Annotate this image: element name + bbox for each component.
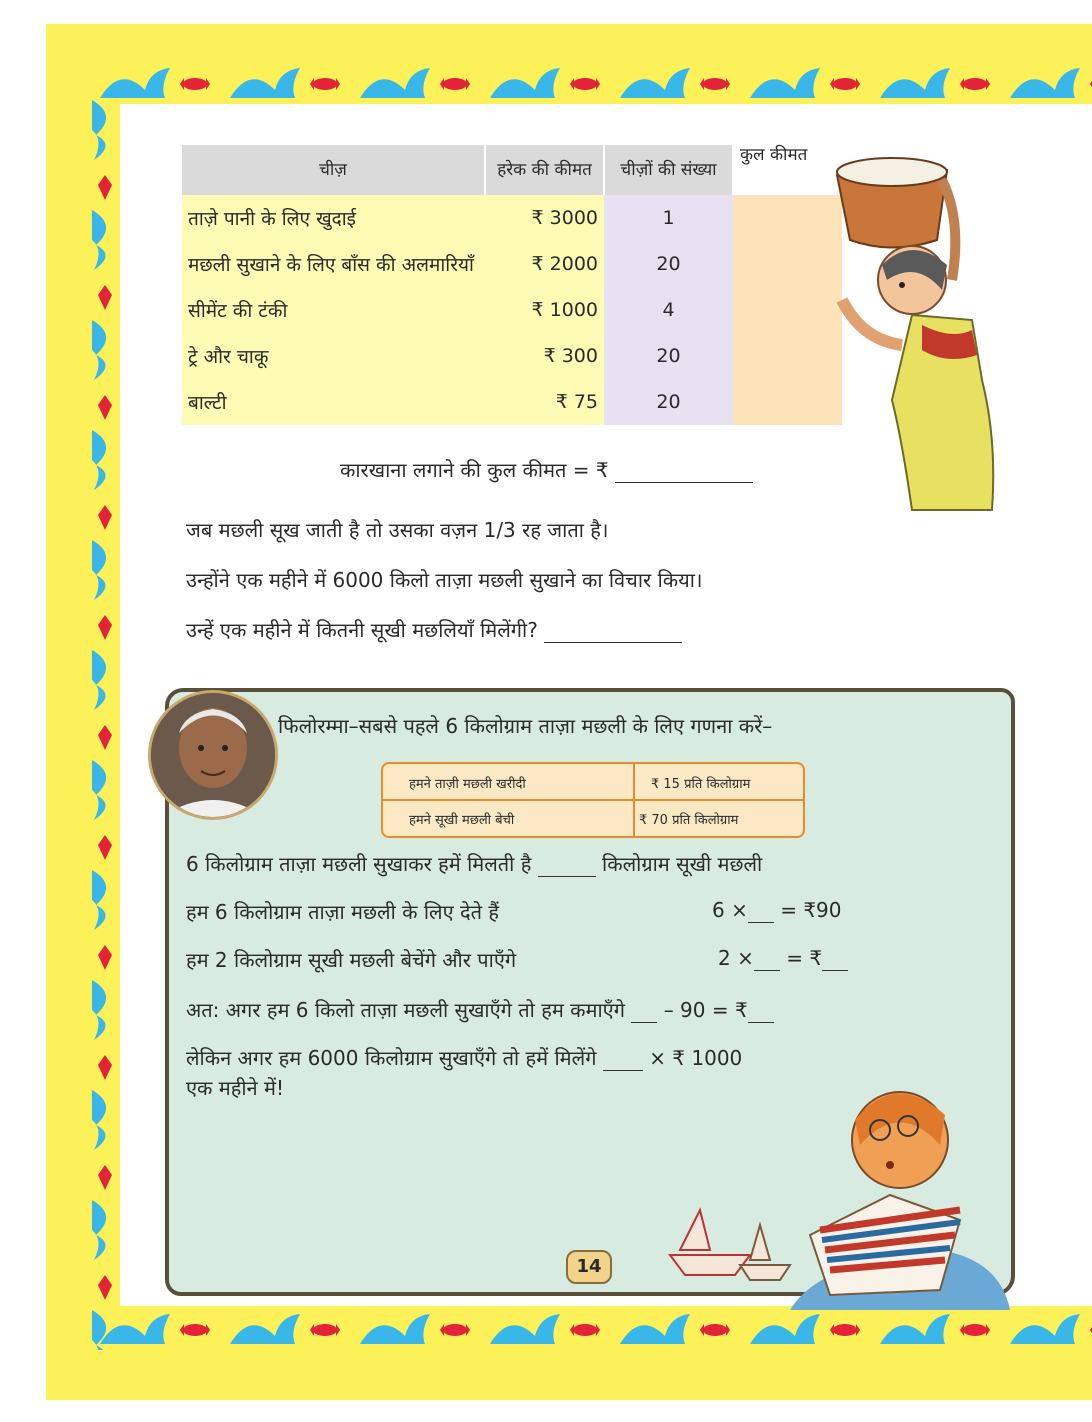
decorative-border-left [90, 60, 120, 1350]
box-line-4 [186, 996, 774, 1023]
count-cell: 20 [604, 241, 733, 287]
question-text: उन्हें एक महीने में कितनी सूखी मछलियाँ मिलेंगी? [186, 618, 538, 642]
price-cell: ₹ 1000 [485, 287, 604, 333]
price-cell: ₹ 75 [485, 379, 604, 425]
paragraph-line-3 [186, 616, 682, 643]
sell-rate-blank[interactable] [754, 946, 780, 971]
sold-label: हमने सूखी मछली बेची [409, 813, 515, 828]
count-cell: 20 [604, 333, 733, 379]
box-line-2: हम 6 किलोग्राम ताज़ा मछली के लिए देते हैं [186, 900, 499, 924]
table-row [383, 800, 803, 835]
table-row [182, 333, 842, 379]
equation-3-right: = ₹ [786, 946, 823, 970]
item-cell: सीमेंट की टंकी [182, 287, 485, 333]
item-cell: ट्रे और चाकू [182, 333, 485, 379]
woman-with-basket-illustration [822, 140, 1022, 520]
total-cost-blank[interactable] [615, 458, 753, 483]
box-line-5-text: लेकिन अगर हम 6000 किलोग्राम सुखाएँगे तो हमें मिलेंगे [186, 1046, 597, 1070]
child-with-paper-boats-illustration [640, 1060, 1020, 1310]
price-cell: ₹ 300 [485, 333, 604, 379]
equation-3-left: 2 × [718, 946, 754, 970]
table-row [383, 764, 803, 801]
paragraph-line-2: उन्होंने एक महीने में 6000 किलो ताज़ा मछली सुखाने का विचार किया। [186, 568, 703, 592]
equation-2-left: 6 × [712, 898, 748, 922]
buy-rate-blank[interactable] [748, 898, 774, 923]
item-cell: ताज़े पानी के लिए खुदाई [182, 195, 485, 241]
box-line-1-suffix: किलोग्राम सूखी मछली [602, 852, 763, 876]
box-line-4-text: अत: अगर हम 6 किलो ताज़ा मछली सुखाएँगे तो हम कमाएँगे [186, 998, 625, 1022]
bought-label: हमने ताज़ी मछली खरीदी [409, 777, 526, 792]
table-row [182, 287, 842, 333]
total-cost-label: कारखाना लगाने की कुल कीमत = ₹ [340, 458, 609, 482]
sell-amount-blank[interactable] [822, 946, 848, 971]
box-line-1 [186, 850, 762, 877]
decorative-border-bottom [90, 1306, 1092, 1350]
equation-3 [718, 946, 848, 971]
table-row [182, 379, 842, 425]
header-price: हरेक की कीमत [485, 145, 604, 195]
table-divider [633, 764, 635, 836]
page-number: 14 [566, 1250, 612, 1284]
fish-price-table [381, 762, 805, 838]
table-row [182, 241, 842, 287]
total-cost-line [340, 456, 753, 483]
header-count: चीज़ों की संख्या [604, 145, 733, 195]
box-line-4-eq: – 90 = ₹ [663, 998, 748, 1022]
price-cell: ₹ 2000 [485, 241, 604, 287]
price-cell: ₹ 3000 [485, 195, 604, 241]
earning-blank-1[interactable] [631, 998, 657, 1023]
equation-2 [712, 898, 842, 923]
sold-value: ₹ 70 प्रति किलोग्राम [639, 813, 739, 828]
bought-value: ₹ 15 प्रति किलोग्राम [651, 777, 751, 792]
item-cell: बाल्टी [182, 379, 485, 425]
table-row [182, 195, 842, 241]
box-heading: फिलोरम्मा–सबसे पहले 6 किलोग्राम ताज़ा मछली के लिए गणना करें– [278, 714, 773, 738]
box-line-1-text: 6 किलोग्राम ताज़ा मछली सुखाकर हमें मिलती है [186, 852, 532, 876]
earning-blank-2[interactable] [748, 998, 774, 1023]
dried-kg-blank[interactable] [538, 852, 596, 877]
philoramma-photo [148, 690, 278, 820]
box-line-5-eq: × ₹ 1000 [649, 1046, 743, 1070]
box-line-6: एक महीने में! [186, 1076, 284, 1100]
header-item: चीज़ [182, 145, 485, 195]
header-total: कुल कीमत [733, 145, 842, 195]
box-line-3: हम 2 किलोग्राम सूखी मछली बेचेंगे और पाएँगे [186, 948, 517, 972]
monthly-blank[interactable] [603, 1046, 643, 1071]
table-header-row [182, 145, 842, 195]
count-cell: 20 [604, 379, 733, 425]
paragraph-line-1: जब मछली सूख जाती है तो उसका वज़न 1/3 रह जाता है। [186, 518, 609, 542]
count-cell: 1 [604, 195, 733, 241]
equation-2-right: = ₹90 [780, 898, 842, 922]
answer-blank[interactable] [544, 618, 682, 643]
cost-table [182, 145, 843, 425]
item-cell: मछली सुखाने के लिए बाँस की अलमारियाँ [182, 241, 485, 287]
count-cell: 4 [604, 287, 733, 333]
decorative-border-top [90, 60, 1092, 104]
